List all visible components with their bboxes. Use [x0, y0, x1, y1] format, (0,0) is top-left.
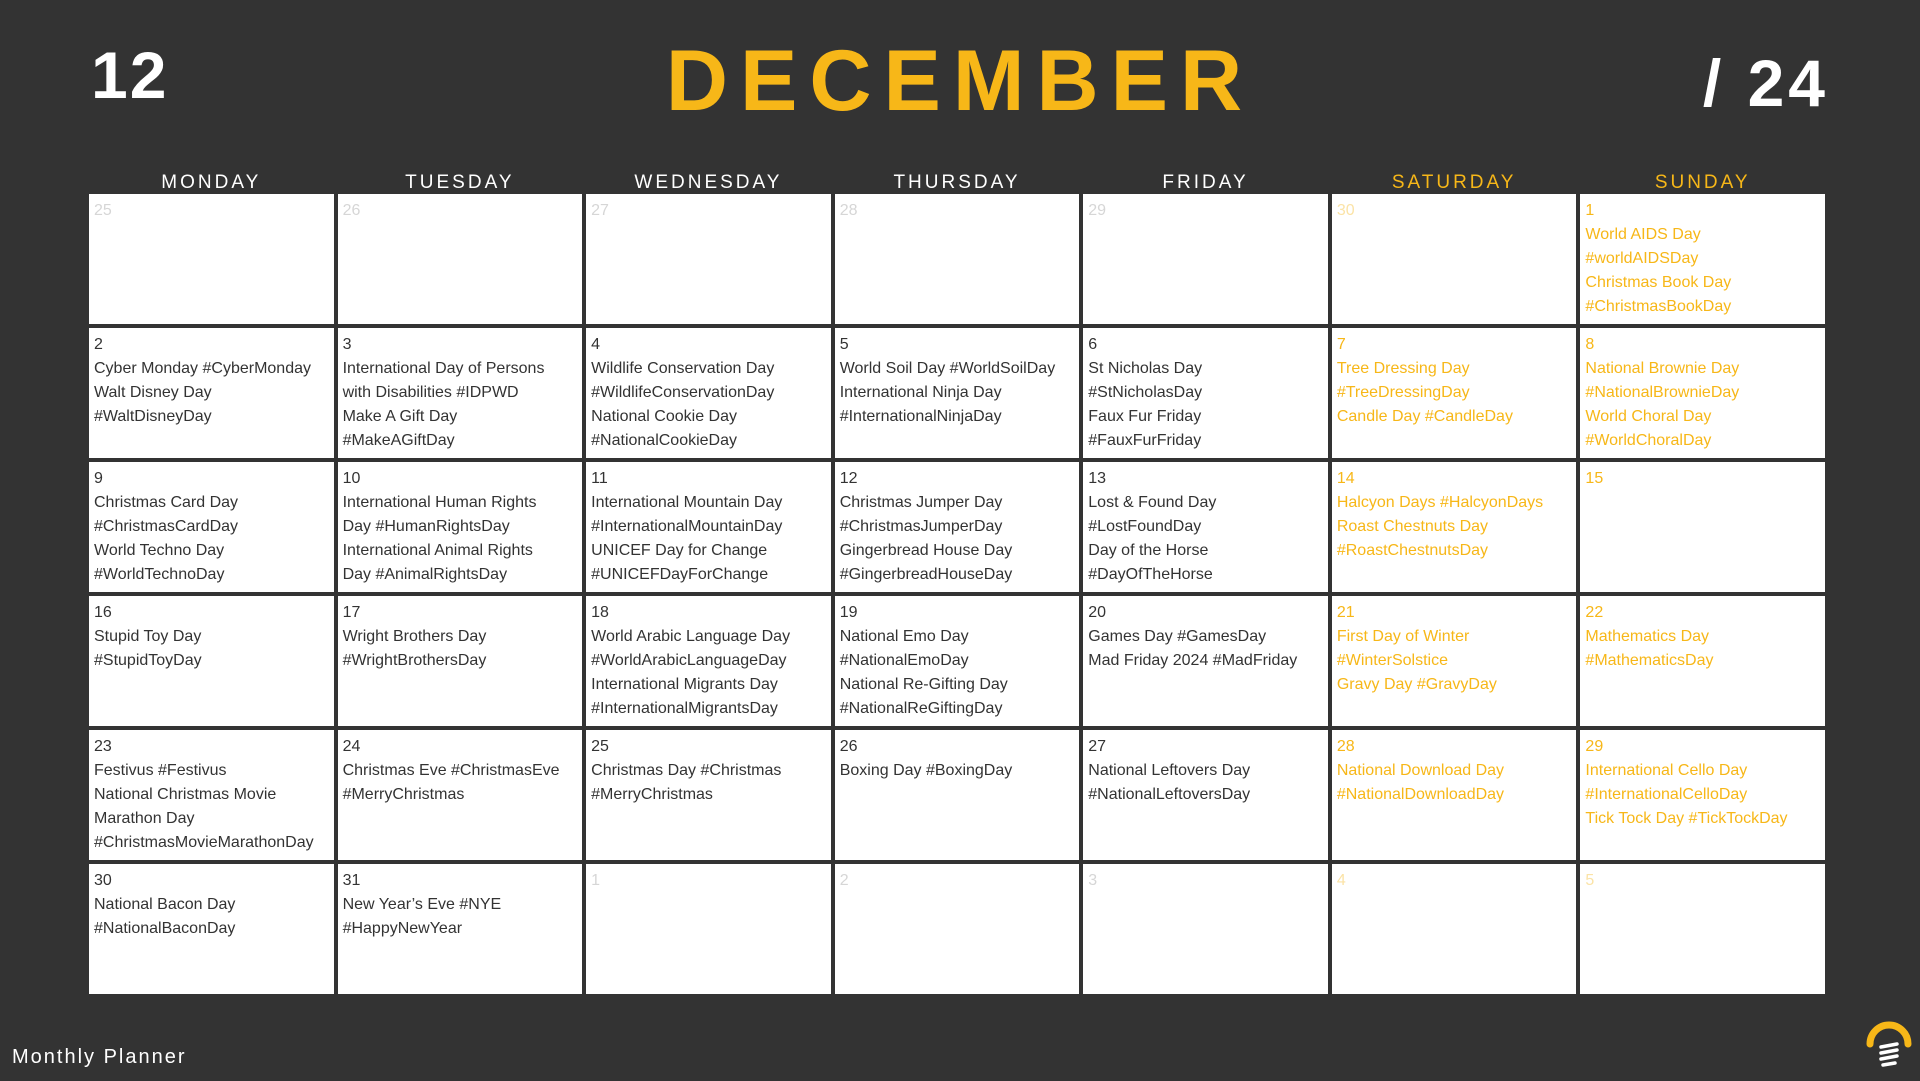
day-number: 23	[94, 738, 112, 755]
calendar-day-cell[interactable]	[835, 596, 1080, 726]
calendar-day-cell[interactable]	[89, 596, 334, 726]
day-number: 13	[1088, 470, 1107, 487]
calendar-day-cell[interactable]	[835, 462, 1080, 592]
day-events: Christmas Jumper Day #ChristmasJumperDay Gingerbread House Day #GingerbreadHouseDay	[839, 494, 1013, 583]
day-events: National Download Day #NationalDownloadDay	[1336, 762, 1505, 803]
day-number: 26	[839, 738, 858, 755]
weekday-header-thursday: THURSDAY	[893, 172, 1021, 193]
day-events: Mathematics Day #MathematicsDay	[1585, 628, 1714, 669]
calendar-day-cell[interactable]	[1332, 864, 1577, 994]
day-number: 29	[1585, 738, 1604, 755]
day-number: 5	[1585, 872, 1595, 889]
day-number: 24	[342, 738, 361, 755]
day-number: 4	[1336, 872, 1346, 889]
day-events: Boxing Day #BoxingDay	[839, 762, 1013, 779]
day-events: Games Day #GamesDay Mad Friday 2024 #MadFriday	[1088, 628, 1298, 669]
day-events: International Day of Persons with Disabilities #IDPWD Make A Gift Day #MakeAGiftDay	[342, 360, 545, 449]
day-events: Tree Dressing Day #TreeDressingDay Candle Day #CandleDay	[1336, 360, 1513, 425]
day-number: 8	[1585, 336, 1595, 353]
day-events: Wildlife Conservation Day #WildlifeConservationDay National Cookie Day #NationalCookieDay	[591, 360, 775, 449]
day-number: 3	[342, 336, 352, 353]
calendar-day-cell[interactable]	[1332, 596, 1577, 726]
day-number: 27	[1088, 738, 1107, 755]
calendar-day-cell[interactable]	[338, 462, 583, 592]
day-number: 28	[839, 202, 858, 219]
calendar-day-cell[interactable]	[1580, 864, 1825, 994]
day-number: 20	[1088, 604, 1107, 621]
day-events: Stupid Toy Day #StupidToyDay	[94, 628, 202, 669]
day-number: 12	[839, 470, 858, 487]
calendar-day-cell[interactable]	[1580, 730, 1825, 860]
day-number: 21	[1336, 604, 1355, 621]
weekday-header-monday: MONDAY	[161, 172, 262, 193]
calendar-day-cell[interactable]	[1580, 194, 1825, 324]
day-number: 3	[1088, 872, 1098, 889]
day-events: Christmas Card Day #ChristmasCardDay World Techno Day #WorldTechnoDay	[94, 494, 239, 583]
day-number: 22	[1585, 604, 1604, 621]
month-title: DECEMBER	[665, 33, 1255, 129]
lightbulb-icon	[1864, 1016, 1914, 1076]
footer-label: Monthly Planner	[12, 1046, 187, 1068]
calendar-day-cell[interactable]	[1580, 328, 1825, 458]
calendar-day-cell[interactable]	[89, 462, 334, 592]
calendar-day-cell[interactable]	[1083, 194, 1328, 324]
day-number: 31	[342, 872, 361, 889]
day-number: 4	[591, 336, 601, 353]
day-events: National Brownie Day #NationalBrownieDay World Choral Day #WorldChoralDay	[1585, 360, 1740, 449]
day-number: 5	[839, 336, 849, 353]
day-number: 25	[591, 738, 609, 755]
calendar-day-cell[interactable]	[586, 194, 831, 324]
weekday-header-friday: FRIDAY	[1162, 172, 1249, 193]
day-events: International Cello Day #InternationalCelloDay Tick Tock Day #TickTockDay	[1585, 762, 1788, 827]
weekday-header-saturday: SATURDAY	[1391, 172, 1517, 193]
calendar-day-cell[interactable]	[1332, 730, 1577, 860]
day-number: 7	[1336, 336, 1346, 353]
day-number: 28	[1336, 738, 1355, 755]
day-events: World AIDS Day #worldAIDSDay Christmas Book Day #ChristmasBookDay	[1585, 226, 1732, 315]
day-number: 15	[1585, 470, 1604, 487]
day-events: St Nicholas Day #StNicholasDay Faux Fur Friday #FauxFurFriday	[1088, 360, 1203, 449]
day-number: 14	[1336, 470, 1355, 487]
weekday-header-sunday: SUNDAY	[1654, 172, 1751, 193]
day-number: 11	[591, 470, 608, 487]
day-events: New Year’s Eve #NYE #HappyNewYear	[342, 896, 502, 937]
day-number: 29	[1088, 202, 1107, 219]
calendar-day-cell[interactable]	[835, 730, 1080, 860]
calendar-day-cell[interactable]	[586, 596, 831, 726]
calendar-day-cell[interactable]	[1580, 462, 1825, 592]
calendar-day-cell[interactable]	[89, 864, 334, 994]
day-number: 2	[94, 336, 103, 353]
calendar-day-cell[interactable]	[586, 328, 831, 458]
day-number: 9	[94, 470, 103, 487]
day-events: International Mountain Day #InternationalMountainDay UNICEF Day for Change #UNICEFDayForChange	[591, 494, 783, 583]
calendar-day-cell[interactable]	[1083, 730, 1328, 860]
calendar-day-cell[interactable]	[1332, 462, 1577, 592]
calendar-day-cell[interactable]	[338, 730, 583, 860]
day-events: Christmas Eve #ChristmasEve #MerryChristmas	[342, 762, 560, 803]
day-number: 19	[839, 604, 858, 621]
day-number: 26	[342, 202, 361, 219]
calendar-day-cell[interactable]	[1083, 328, 1328, 458]
calendar-day-cell[interactable]	[1083, 864, 1328, 994]
day-events: National Emo Day #NationalEmoDay National Re-Gifting Day #NationalReGiftingDay	[839, 628, 1008, 717]
calendar-day-cell[interactable]	[1580, 596, 1825, 726]
day-events: World Arabic Language Day #WorldArabicLanguageDay International Migrants Day #InternationalMigrantsDay	[591, 628, 791, 717]
weekday-header-wednesday: WEDNESDAY	[634, 172, 783, 193]
calendar-day-cell[interactable]	[835, 864, 1080, 994]
calendar-day-cell[interactable]	[1332, 194, 1577, 324]
calendar-day-cell[interactable]	[835, 328, 1080, 458]
day-events: World Soil Day #WorldSoilDay International Ninja Day #InternationalNinjaDay	[839, 360, 1056, 425]
month-number: 12	[91, 38, 169, 112]
day-events: National Leftovers Day #NationalLeftoversDay	[1088, 762, 1251, 803]
day-events: Cyber Monday #CyberMonday Walt Disney Day #WaltDisneyDay	[94, 360, 311, 425]
day-number: 30	[94, 872, 112, 889]
day-number: 1	[591, 872, 601, 889]
calendar-grid	[89, 194, 1825, 994]
day-events: Christmas Day #Christmas #MerryChristmas	[591, 762, 782, 803]
day-number: 6	[1088, 336, 1098, 353]
day-events: International Human Rights Day #HumanRightsDay International Animal Rights Day #AnimalRightsDay	[342, 494, 537, 583]
day-number: 16	[94, 604, 112, 621]
calendar-day-cell[interactable]	[586, 462, 831, 592]
day-number: 25	[94, 202, 112, 219]
day-events: National Bacon Day #NationalBaconDay	[94, 896, 236, 937]
day-events: Festivus #Festivus National Christmas Movie Marathon Day #ChristmasMovieMarathonDay	[94, 762, 314, 851]
calendar-day-cell[interactable]	[835, 194, 1080, 324]
day-number: 10	[342, 470, 361, 487]
calendar-day-cell[interactable]	[338, 194, 583, 324]
day-events: Wright Brothers Day #WrightBrothersDay	[342, 628, 487, 669]
day-events: Lost & Found Day #LostFoundDay Day of the Horse #DayOfTheHorse	[1088, 494, 1217, 583]
calendar-day-cell[interactable]	[1332, 328, 1577, 458]
day-number: 17	[342, 604, 361, 621]
day-number: 1	[1585, 202, 1595, 219]
calendar-day-cell[interactable]	[338, 328, 583, 458]
calendar-day-cell[interactable]	[338, 864, 583, 994]
calendar-day-cell[interactable]	[89, 328, 334, 458]
year-label: / 24	[1702, 46, 1829, 120]
day-events: Halcyon Days #HalcyonDays Roast Chestnuts Day #RoastChestnutsDay	[1336, 494, 1544, 559]
day-events: First Day of Winter #WinterSolstice Gravy Day #GravyDay	[1336, 628, 1497, 693]
calendar-day-cell[interactable]	[89, 194, 334, 324]
day-number: 2	[839, 872, 849, 889]
calendar-day-cell[interactable]	[586, 864, 831, 994]
calendar-day-cell[interactable]	[586, 730, 831, 860]
weekday-header-tuesday: TUESDAY	[405, 172, 515, 193]
calendar-day-cell[interactable]	[89, 730, 334, 860]
weekday-header-row	[89, 171, 1825, 195]
calendar-day-cell[interactable]	[1083, 462, 1328, 592]
day-number: 18	[591, 604, 609, 621]
day-number: 30	[1336, 202, 1355, 219]
calendar-day-cell[interactable]	[338, 596, 583, 726]
calendar-day-cell[interactable]	[1083, 596, 1328, 726]
day-number: 27	[591, 202, 609, 219]
